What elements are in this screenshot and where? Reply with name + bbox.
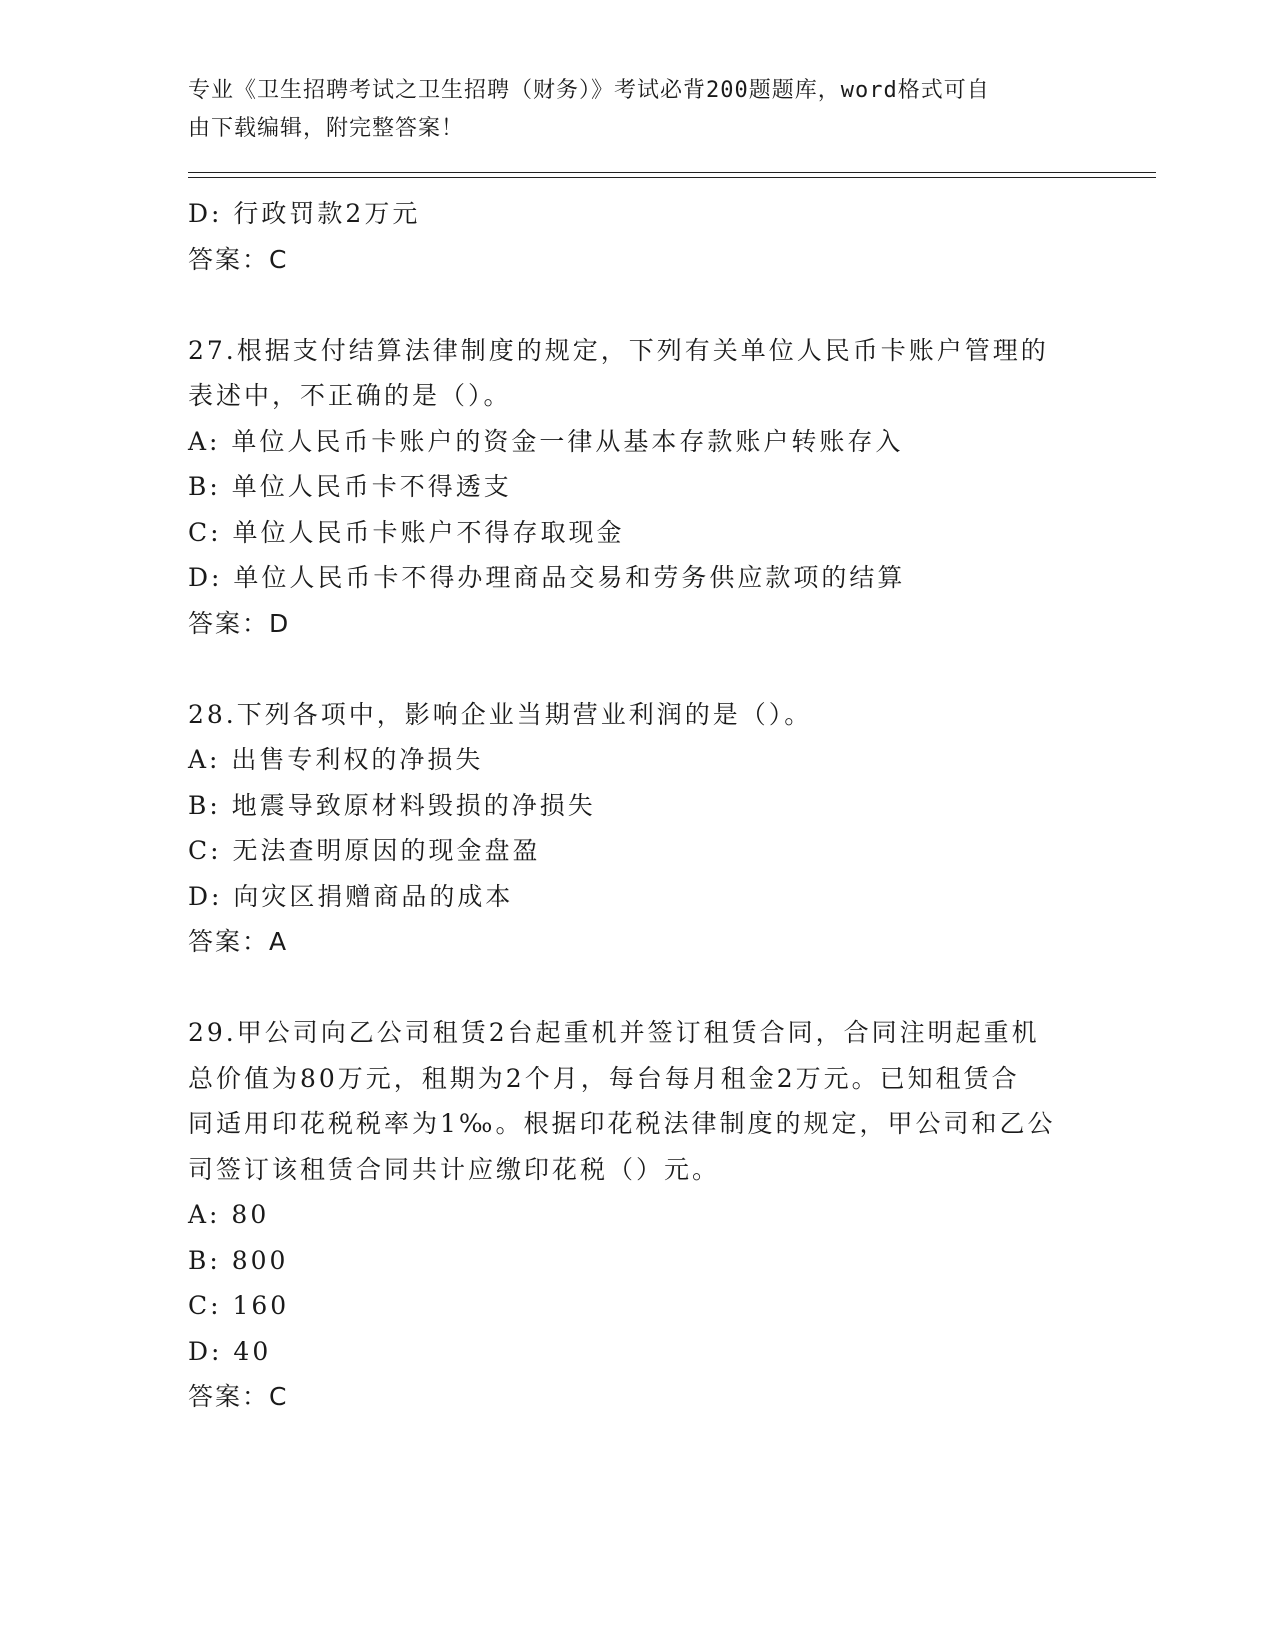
option-a: A: 80 [188, 1200, 270, 1229]
option-a: A: 出售专利权的净损失 [188, 745, 484, 774]
spacer [188, 965, 1088, 1011]
option-d: D: 单位人民币卡不得办理商品交易和劳务供应款项的结算 [188, 563, 906, 592]
question-stem-line: 表述中，不正确的是（）。 [188, 381, 512, 410]
option-d: D: 40 [188, 1336, 272, 1366]
question-28 [188, 692, 1088, 965]
header-line-2: 由下载编辑，附完整答案！ [188, 116, 465, 141]
question-stem-line: 总价值为80万元，租期为2个月，每台每月租金2万元。已知租赁合 [188, 1063, 1020, 1093]
option-c: C: 160 [188, 1291, 290, 1320]
question-stem-line: 28.下列各项中，影响企业当期营业利润的是（）。 [188, 699, 813, 729]
option-c: C: 无法查明原因的现金盘盈 [188, 836, 541, 865]
answer-line: 答案：A [188, 927, 289, 956]
question-stem-line: 司签订该租赁合同共计应缴印花税（）元。 [188, 1154, 721, 1184]
header-divider-top [188, 172, 1156, 173]
header-divider-bottom [188, 177, 1156, 178]
header-line-1: 专业《卫生招聘考试之卫生招聘（财务）》考试必背200题题库，word格式可自 [188, 78, 990, 103]
option-b: B: 单位人民币卡不得透支 [188, 472, 512, 501]
question-stem-line: 29.甲公司向乙公司租赁2台起重机并签订租赁合同，合同注明起重机 [188, 1018, 1040, 1047]
option-b: B: 地震导致原材料毁损的净损失 [188, 790, 596, 820]
option-c: C: 单位人民币卡账户不得存取现金 [188, 517, 625, 547]
question-29 [188, 1010, 1088, 1420]
spacer [188, 282, 1088, 328]
spacer [188, 646, 1088, 692]
question-stem-line: 同适用印花税税率为1‰。根据印花税法律制度的规定，甲公司和乙公 [188, 1109, 1056, 1138]
question-27 [188, 328, 1088, 647]
option-d: D: 向灾区捐赠商品的成本 [188, 881, 514, 911]
previous-question-tail [188, 191, 1088, 282]
option-d: D: 行政罚款2万元 [188, 199, 421, 228]
document-body [188, 191, 1088, 1420]
option-a: A: 单位人民币卡账户的资金一律从基本存款账户转账存入 [188, 426, 904, 456]
option-b: B: 800 [188, 1245, 289, 1275]
answer-line: 答案：C [188, 244, 289, 274]
question-stem-line: 27.根据支付结算法律制度的规定，下列有关单位人民币卡账户管理的 [188, 335, 1049, 365]
document-header [188, 72, 1068, 148]
answer-line: 答案：D [188, 608, 291, 638]
answer-line: 答案：C [188, 1382, 289, 1411]
